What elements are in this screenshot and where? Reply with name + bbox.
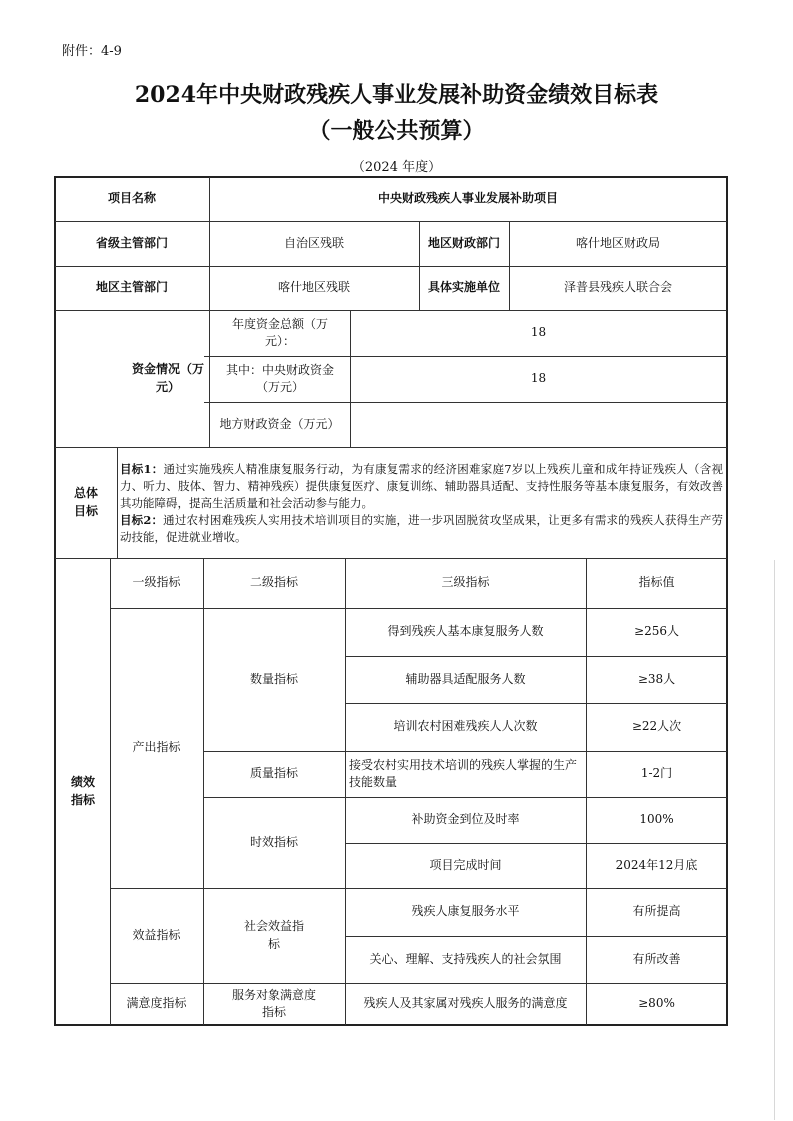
level3-item: 接受农村实用技术培训的残疾人掌握的生产技能数量	[349, 757, 578, 789]
indicator-value: ≥256人	[634, 624, 679, 639]
goal2-label: 目标2：	[120, 513, 164, 527]
level2-quantity: 数量指标	[249, 671, 298, 686]
impl-unit-value: 泽普县残疾人联合会	[563, 280, 672, 295]
level3-item: 培训农村困难残疾人人次数	[393, 719, 538, 734]
goals-text	[120, 461, 723, 546]
scan-edge-line	[774, 560, 775, 1120]
region-dept-label: 地区主管部门	[95, 280, 168, 295]
indicator-value: ≥38人	[637, 671, 676, 686]
indicator-value: ≥22人次	[631, 719, 682, 734]
funds-local-value	[350, 402, 727, 447]
level3-item: 残疾人及其家属对残疾人服务的满意度	[363, 996, 568, 1011]
funds-central-label: 其中：中央财政资金（万元）	[225, 362, 334, 394]
region-dept-value: 喀什地区残联	[277, 280, 350, 295]
indicator-value: 1-2门	[640, 766, 673, 781]
goal2-text: 通过农村困难残疾人实用技术培训项目的实施，进一步巩固脱贫攻坚成果，让更多有需求的残疾人获得生产劳动技能，促进就业增收。	[120, 513, 723, 544]
level1-satisfaction: 满意度指标	[126, 996, 187, 1011]
level1-benefit: 效益指标	[132, 927, 181, 942]
level3-item: 得到残疾人基本康复服务人数	[387, 624, 544, 639]
indicators-label: 绩效指标	[70, 775, 95, 807]
funds-local-label: 地方财政资金（万元）	[219, 416, 340, 431]
level3-item: 补助资金到位及时率	[411, 812, 520, 827]
funds-label: 资金情况（万元）	[132, 362, 205, 394]
provincial-dept-value: 自治区残联	[283, 235, 344, 250]
indicator-value: ≥80%	[638, 996, 675, 1011]
funds-total-label: 年度资金总额（万元）：	[231, 316, 328, 348]
row-divider	[55, 447, 727, 448]
goal1-text: 通过实施残疾人精准康复服务行动，为有康复需求的经济困难家庭7岁以上残疾儿童和成年持证残疾人（含视力、听力、肢体、智力、精神残疾）提供康复医疗、康复训练、辅助器具适配、支持性服务等基本康复服务，有效改善其功能障碍，提高生活质量和社会活动参与能力。	[120, 462, 723, 510]
level2-social-benefit: 社会效益指标	[243, 919, 304, 951]
level1-output: 产出指标	[132, 740, 181, 755]
provincial-dept-label: 省级主管部门	[95, 235, 168, 250]
indicator-value: 有所提高	[632, 904, 681, 919]
level2-service-satisfaction: 服务对象满意度指标	[232, 987, 317, 1019]
level2-timeliness: 时效指标	[249, 834, 298, 849]
attachment-number: 附件：4-9	[62, 44, 122, 59]
indicator-value: 100%	[639, 812, 674, 827]
project-name-label: 项目名称	[107, 191, 156, 206]
impl-unit-label: 具体实施单位	[427, 280, 500, 295]
funds-central-value: 18	[530, 371, 547, 386]
level3-item: 项目完成时间	[429, 857, 502, 872]
document-subtitle: （一般公共预算）	[308, 118, 485, 144]
region-finance-label: 地区财政部门	[427, 235, 500, 250]
header-level1: 一级指标	[132, 575, 181, 590]
goal1-label: 目标1：	[120, 462, 164, 476]
indicator-value: 有所改善	[632, 951, 681, 966]
goals-label: 总体目标	[73, 486, 98, 518]
level2-quality: 质量指标	[249, 766, 298, 781]
indicator-value: 2024年12月底	[615, 857, 698, 872]
document-title: 2024年中央财政残疾人事业发展补助资金绩效目标表	[134, 82, 659, 108]
funds-total-value: 18	[530, 325, 547, 340]
level3-item: 关心、理解、支持残疾人的社会氛围	[369, 951, 562, 966]
project-name-value: 中央财政残疾人事业发展补助项目	[377, 191, 558, 206]
header-value: 指标值	[638, 575, 675, 590]
header-level2: 二级指标	[249, 575, 298, 590]
level3-item: 残疾人康复服务水平	[411, 904, 520, 919]
level3-item: 辅助器具适配服务人数	[405, 671, 526, 686]
header-level3: 三级指标	[441, 575, 490, 590]
fiscal-year: （2024 年度）	[351, 160, 442, 175]
region-finance-value: 喀什地区财政局	[575, 235, 660, 250]
column-divider	[117, 447, 118, 558]
